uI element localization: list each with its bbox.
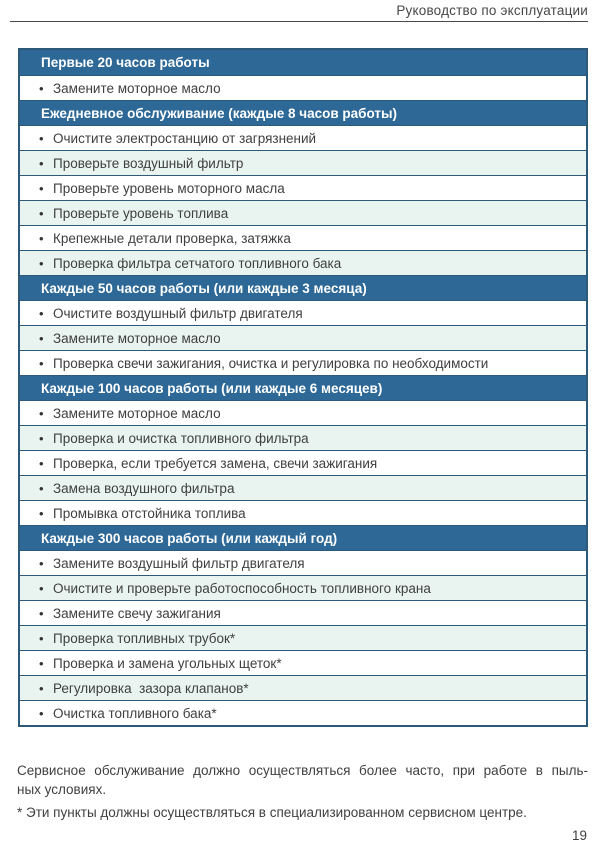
page-number: 19 [571, 828, 587, 843]
bullet-icon: • [39, 605, 44, 621]
bullet-icon: • [39, 80, 44, 96]
table-row [20, 150, 586, 175]
bullet-icon: • [39, 455, 44, 471]
bullet-icon: • [39, 205, 44, 221]
table-row [20, 575, 586, 600]
section-header: Каждые 50 часов работы (или каждые 3 месяца) [20, 275, 586, 300]
item-label: Очистите электростанцию от загрязнений [53, 130, 317, 146]
table-row [20, 425, 586, 450]
table-row [20, 250, 586, 275]
service-note-line2: ных условиях. [17, 782, 107, 797]
running-header [10, 0, 588, 22]
table-row [20, 200, 586, 225]
item-label: Промывка отстойника топлива [53, 505, 246, 521]
section-header: Ежедневное обслуживание (каждые 8 часов работы) [20, 100, 586, 125]
item-label: Проверьте уровень моторного масла [53, 180, 285, 196]
bullet-icon: • [39, 405, 44, 421]
item-label: Замените воздушный фильтр двигателя [53, 555, 305, 571]
table-row [20, 350, 586, 375]
table-row [20, 675, 586, 700]
bullet-icon: • [39, 655, 44, 671]
footer-notes [17, 761, 588, 822]
item-label: Проверка топливных трубок* [53, 630, 236, 646]
bullet-icon: • [39, 705, 44, 721]
bullet-icon: • [39, 130, 44, 146]
table-row [20, 550, 586, 575]
table-row [20, 700, 586, 725]
bullet-icon: • [39, 330, 44, 346]
service-note-line1: Сервисное обслуживание должно осуществляться более часто, при работе в пыль- [17, 763, 588, 778]
table-row [20, 400, 586, 425]
bullet-icon: • [39, 480, 44, 496]
page-title: Руководство по эксплуатации [396, 3, 588, 18]
bullet-icon: • [39, 180, 44, 196]
table-row [20, 325, 586, 350]
item-label: Проверка и замена угольных щеток* [53, 655, 282, 671]
table-row [20, 125, 586, 150]
maintenance-schedule-table [18, 48, 588, 727]
item-label: Замените моторное масло [53, 330, 221, 346]
bullet-icon: • [39, 155, 44, 171]
bullet-icon: • [39, 230, 44, 246]
item-label: Очистите воздушный фильтр двигателя [53, 305, 303, 321]
item-label: Очистка топливного бака* [53, 705, 217, 721]
bullet-icon: • [39, 680, 44, 696]
bullet-icon: • [39, 355, 44, 371]
bullet-icon: • [39, 580, 44, 596]
item-label: Замена воздушного фильтра [53, 480, 235, 496]
table-row [20, 225, 586, 250]
table-row [20, 475, 586, 500]
bullet-icon: • [39, 305, 44, 321]
section-header: Каждые 100 часов работы (или каждые 6 месяцев) [20, 375, 586, 400]
item-label: Замените свечу зажигания [53, 605, 221, 621]
item-label: Проверка и очистка топливного фильтра [53, 430, 309, 446]
bullet-icon: • [39, 555, 44, 571]
item-label: Замените моторное масло [53, 405, 221, 421]
section-header: Первые 20 часов работы [20, 50, 586, 75]
asterisk-footnote: * Эти пункты должны осуществляться в специализированном сервисном центре. [17, 805, 527, 820]
item-label: Проверка, если требуется замена, свечи зажигания [53, 455, 378, 471]
table-row [20, 625, 586, 650]
table-row [20, 600, 586, 625]
item-label: Проверка фильтра сетчатого топливного бака [53, 255, 342, 271]
table-row [20, 650, 586, 675]
item-label: Очистите и проверьте работоспособность топливного крана [53, 580, 431, 596]
item-label: Проверьте уровень топлива [53, 205, 229, 221]
bullet-icon: • [39, 630, 44, 646]
section-header: Каждые 300 часов работы (или каждый год) [20, 525, 586, 550]
item-label: Крепежные детали проверка, затяжка [53, 230, 291, 246]
table-row [20, 300, 586, 325]
bullet-icon: • [39, 255, 44, 271]
table-row [20, 500, 586, 525]
table-row [20, 175, 586, 200]
table-row [20, 75, 586, 100]
bullet-icon: • [39, 430, 44, 446]
item-label: Проверьте воздушный фильтр [53, 155, 244, 171]
item-label: Регулировка зазора клапанов* [53, 680, 249, 696]
bullet-icon: • [39, 505, 44, 521]
table-row [20, 450, 586, 475]
item-label: Проверка свечи зажигания, очистка и регулировка по необходимости [53, 355, 489, 371]
item-label: Замените моторное масло [53, 80, 221, 96]
